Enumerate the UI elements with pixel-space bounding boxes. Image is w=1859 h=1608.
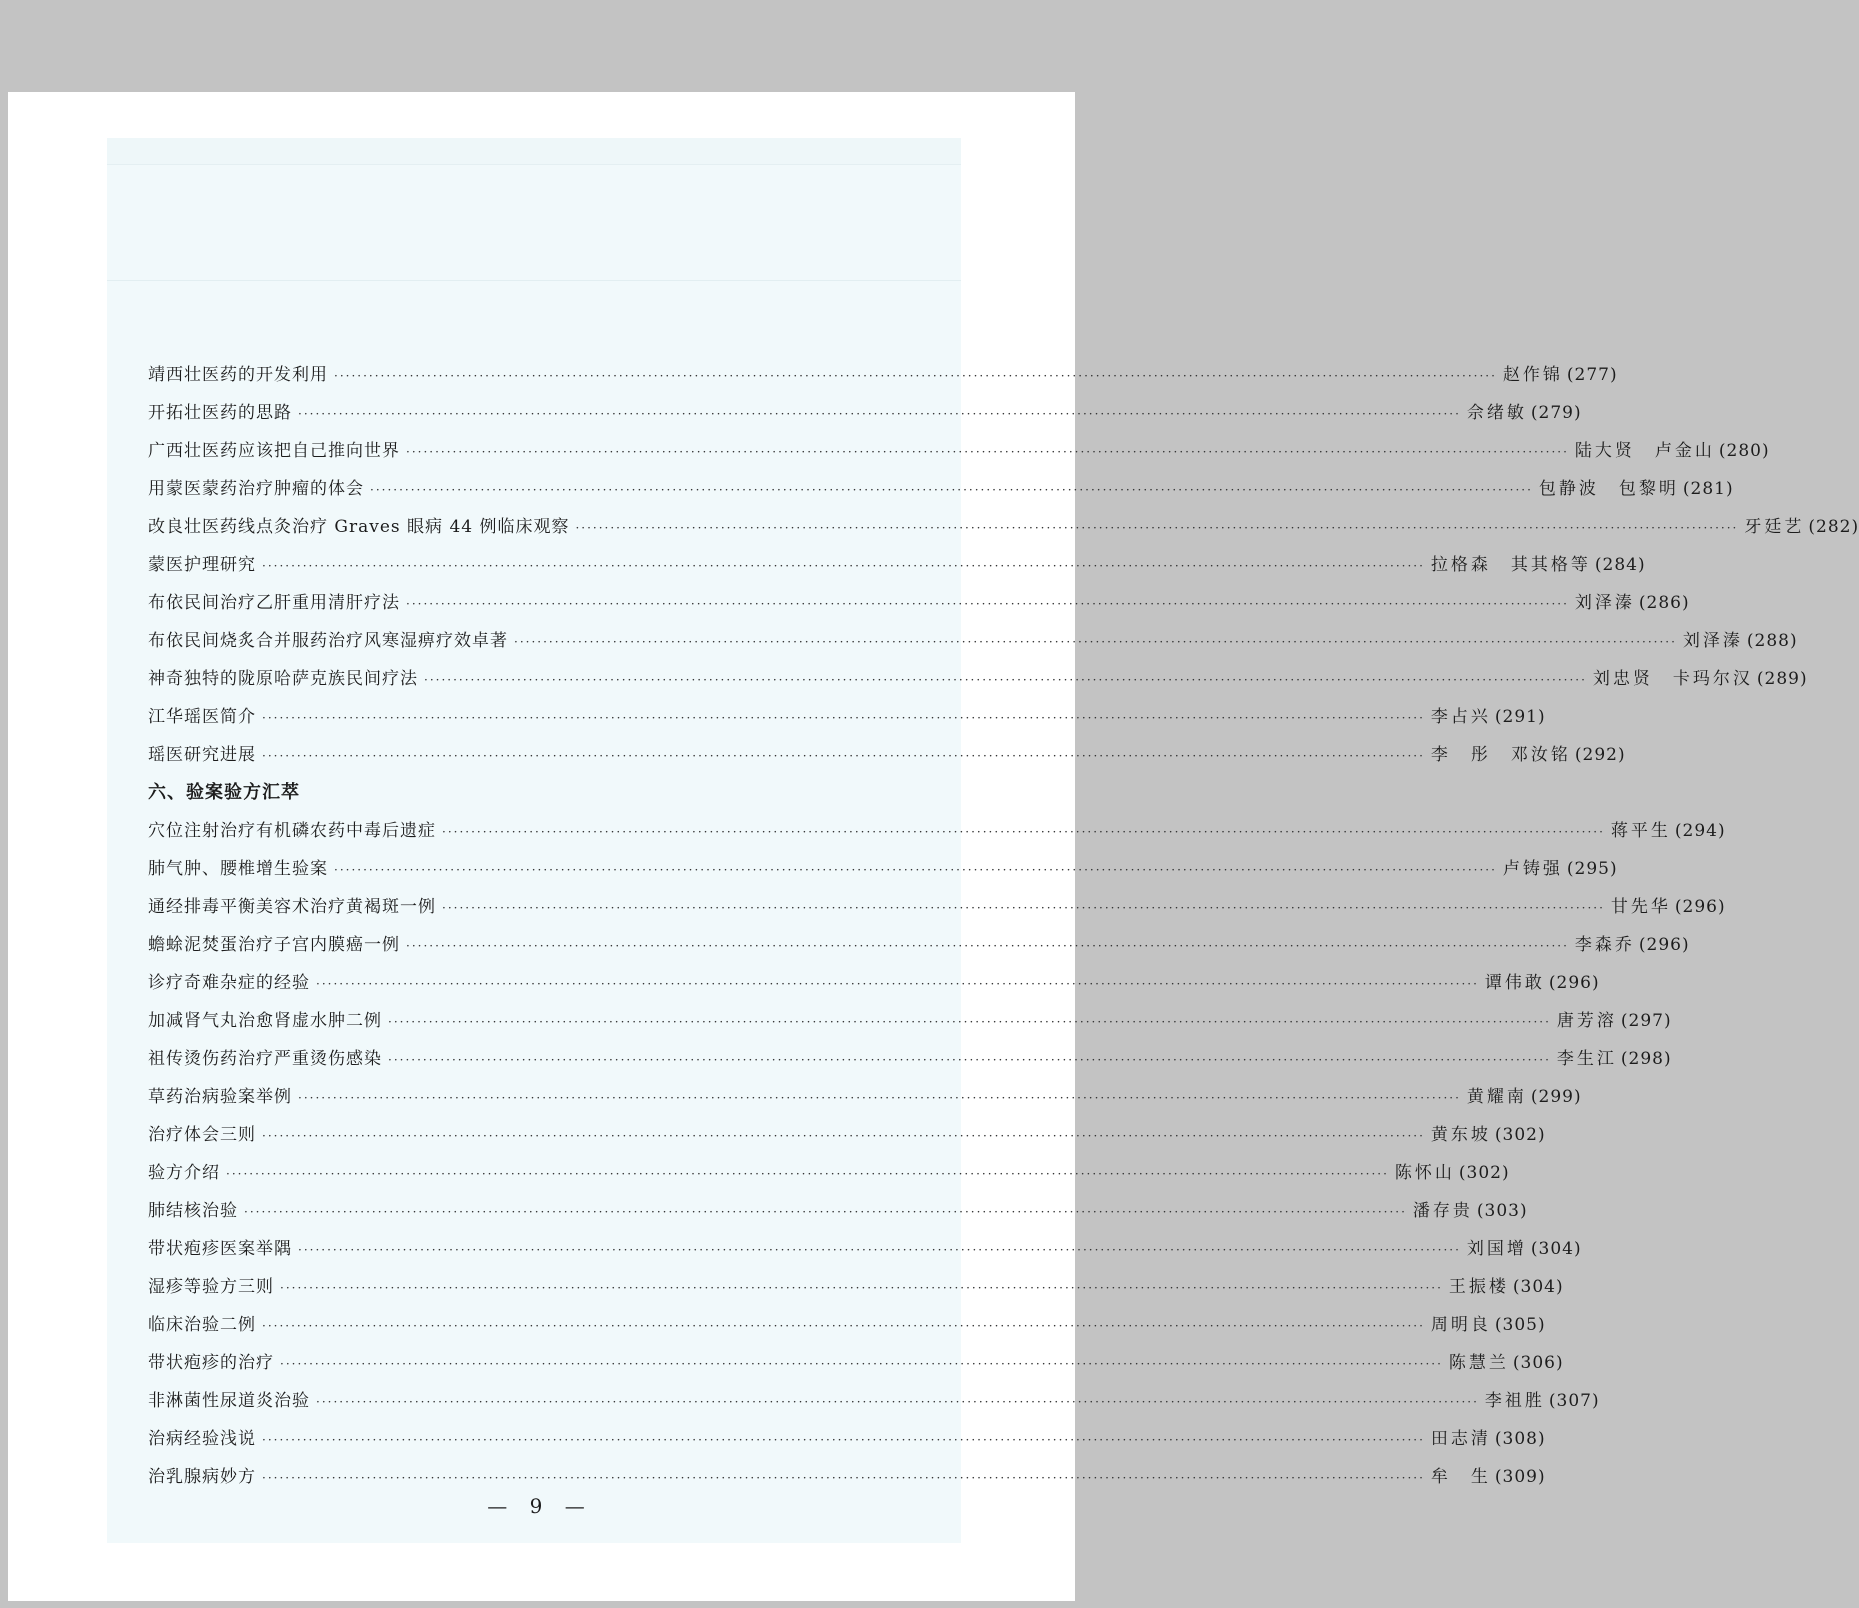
- toc-entry-title: 穴位注射治疗有机磷农药中毒后遗症: [148, 821, 436, 841]
- dot-leader: ········································································································································································································: [406, 939, 1569, 953]
- header-rule: [107, 280, 961, 281]
- toc-entry-author: 潘存贵: [1412, 1201, 1473, 1221]
- header-band: [107, 138, 961, 165]
- toc-entry-page: (302): [1458, 1163, 1510, 1183]
- toc-entry-title: 广西壮医药应该把自己推向世界: [148, 441, 400, 461]
- toc-entry-page: (294): [1674, 821, 1726, 841]
- toc-entry-title: 带状疱疹的治疗: [148, 1353, 274, 1373]
- toc-entry: [148, 964, 1600, 1002]
- dot-leader: ········································································································································································································: [262, 749, 1425, 763]
- toc-entry: [148, 1420, 1546, 1458]
- toc-entry-title: 改良壮医药线点灸治疗 Graves 眼病 44 例临床观察: [148, 517, 570, 537]
- toc-entry-title: 布依民间烧炙合并服药治疗风寒湿痹疗效卓著: [148, 631, 508, 651]
- dot-leader: ········································································································································································································: [280, 1357, 1443, 1371]
- toc-entry-author: 蒋平生: [1610, 821, 1671, 841]
- toc-part2: [148, 812, 1726, 1496]
- toc-entry-author: 刘泽溱: [1574, 593, 1635, 613]
- dot-leader: ········································································································································································································: [442, 825, 1605, 839]
- toc-entry-title: 治疗体会三则: [148, 1125, 256, 1145]
- toc-entry-title: 湿疹等验方三则: [148, 1277, 274, 1297]
- toc-entry-author: 拉格森 其其格等: [1430, 555, 1591, 575]
- toc-entry: [148, 622, 1798, 660]
- toc-entry-title: 验方介绍: [148, 1163, 220, 1183]
- toc-entry-author: 唐芳溶: [1556, 1011, 1617, 1031]
- toc-entry-author: 陈怀山: [1394, 1163, 1455, 1183]
- toc-entry-page: (297): [1620, 1011, 1672, 1031]
- toc-entry-title: 肺结核治验: [148, 1201, 238, 1221]
- toc-entry-title: 蟾蜍泥焚蛋治疗子宫内膜癌一例: [148, 935, 400, 955]
- toc-entry-title: 临床治验二例: [148, 1315, 256, 1335]
- toc-entry-page: (289): [1756, 669, 1808, 689]
- toc-entry-page: (292): [1574, 745, 1626, 765]
- page-number: — 9 —: [487, 1494, 593, 1518]
- toc-entry-author: 王振楼: [1448, 1277, 1509, 1297]
- dot-leader: ········································································································································································································: [262, 1319, 1425, 1333]
- dot-leader: ········································································································································································································: [262, 1433, 1425, 1447]
- toc-entry: [148, 736, 1626, 774]
- toc-entry-page: (306): [1512, 1353, 1564, 1373]
- toc-entry: [148, 888, 1726, 926]
- toc-entry-author: 李生江: [1556, 1049, 1617, 1069]
- dot-leader: ········································································································································································································: [388, 1053, 1551, 1067]
- toc-entry-page: (298): [1620, 1049, 1672, 1069]
- toc-entry: [148, 1040, 1672, 1078]
- toc-entry-page: (282): [1808, 517, 1859, 537]
- toc-entry-author: 牟 生: [1430, 1467, 1491, 1487]
- toc-entry-author: 刘泽溱: [1682, 631, 1743, 651]
- toc-entry-page: (288): [1746, 631, 1798, 651]
- toc-entry: [148, 1154, 1510, 1192]
- dot-leader: ········································································································································································································: [406, 445, 1569, 459]
- toc-entry: [148, 1192, 1528, 1230]
- toc-entry-author: 甘先华: [1610, 897, 1671, 917]
- toc-entry-author: 黄耀南: [1466, 1087, 1527, 1107]
- toc-entry-author: 田志清: [1430, 1429, 1491, 1449]
- toc-entry: [148, 1230, 1582, 1268]
- dot-leader: ········································································································································································································: [262, 1129, 1425, 1143]
- toc-entry-author: 周明良: [1430, 1315, 1491, 1335]
- toc-entry-title: 加减肾气丸治愈肾虚水肿二例: [148, 1011, 382, 1031]
- dot-leader: ········································································································································································································: [226, 1167, 1389, 1181]
- dot-leader: ········································································································································································································: [298, 1091, 1461, 1105]
- toc-entry-page: (291): [1494, 707, 1546, 727]
- toc-entry-page: (296): [1674, 897, 1726, 917]
- toc-entry-title: 神奇独特的陇原哈萨克族民间疗法: [148, 669, 418, 689]
- toc-entry-page: (304): [1512, 1277, 1564, 1297]
- toc-entry-author: 陆大贤 卢金山: [1574, 441, 1715, 461]
- dot-leader: ········································································································································································································: [262, 559, 1425, 573]
- toc-entry: [148, 432, 1770, 470]
- dot-leader: ········································································································································································································: [388, 1015, 1551, 1029]
- dot-leader: ········································································································································································································: [575, 521, 1739, 535]
- dot-leader: ········································································································································································································: [370, 483, 1533, 497]
- toc-entry-page: (309): [1494, 1467, 1546, 1487]
- toc-entry: [148, 356, 1618, 394]
- toc-entry-author: 李祖胜: [1484, 1391, 1545, 1411]
- toc-entry-page: (286): [1638, 593, 1690, 613]
- toc-entry: [148, 1382, 1600, 1420]
- toc-entry-page: (296): [1638, 935, 1690, 955]
- toc-entry: [148, 1078, 1582, 1116]
- toc-entry-title: 肺气肿、腰椎增生验案: [148, 859, 328, 879]
- toc-entry-author: 牙廷艺: [1744, 517, 1805, 537]
- toc-entry-page: (302): [1494, 1125, 1546, 1145]
- toc-entry: [148, 926, 1690, 964]
- toc-entry-page: (284): [1594, 555, 1646, 575]
- toc-entry-author: 陈慧兰: [1448, 1353, 1509, 1373]
- dot-leader: ········································································································································································································: [298, 407, 1461, 421]
- dot-leader: ········································································································································································································: [244, 1205, 1407, 1219]
- dot-leader: ········································································································································································································: [334, 863, 1497, 877]
- toc-entry-title: 带状疱疹医案举隅: [148, 1239, 292, 1259]
- toc-entry-title: 用蒙医蒙药治疗肿瘤的体会: [148, 479, 364, 499]
- dot-leader: ········································································································································································································: [514, 635, 1677, 649]
- dot-leader: ········································································································································································································: [316, 1395, 1479, 1409]
- toc-entry-page: (296): [1548, 973, 1600, 993]
- toc-entry-author: 李 彤 邓汝铭: [1430, 745, 1571, 765]
- toc-part1: [148, 356, 1859, 774]
- toc-entry-author: 佘绪敏: [1466, 403, 1527, 423]
- toc-entry-title: 通经排毒平衡美容术治疗黄褐斑一例: [148, 897, 436, 917]
- toc-entry: [148, 1002, 1672, 1040]
- toc-entry-page: (308): [1494, 1429, 1546, 1449]
- toc-entry-title: 靖西壮医药的开发利用: [148, 365, 328, 385]
- dot-leader: ········································································································································································································: [406, 597, 1569, 611]
- toc-entry-page: (279): [1530, 403, 1582, 423]
- dot-leader: ········································································································································································································: [298, 1243, 1461, 1257]
- dot-leader: ········································································································································································································: [424, 673, 1587, 687]
- toc-entry: [148, 584, 1690, 622]
- toc-entry: [148, 546, 1646, 584]
- toc-entry-title: 布依民间治疗乙肝重用清肝疗法: [148, 593, 400, 613]
- toc-entry-author: 黄东坡: [1430, 1125, 1491, 1145]
- toc-entry-title: 非淋菌性尿道炎治验: [148, 1391, 310, 1411]
- toc-entry-title: 诊疗奇难杂症的经验: [148, 973, 310, 993]
- toc-entry-page: (299): [1530, 1087, 1582, 1107]
- toc-entry-page: (305): [1494, 1315, 1546, 1335]
- toc-entry-page: (280): [1718, 441, 1770, 461]
- table-of-contents: [148, 356, 1859, 1496]
- toc-entry-page: (304): [1530, 1239, 1582, 1259]
- toc-entry-title: 治乳腺病妙方: [148, 1467, 256, 1487]
- toc-entry-title: 江华瑶医简介: [148, 707, 256, 727]
- toc-entry: [148, 812, 1726, 850]
- toc-entry-author: 赵作锦: [1502, 365, 1563, 385]
- toc-entry-author: 李森乔: [1574, 935, 1635, 955]
- dot-leader: ········································································································································································································: [262, 711, 1425, 725]
- toc-entry-title: 瑶医研究进展: [148, 745, 256, 765]
- dot-leader: ········································································································································································································: [334, 369, 1497, 383]
- dot-leader: ········································································································································································································: [316, 977, 1479, 991]
- toc-entry-author: 刘忠贤 卡玛尔汉: [1592, 669, 1753, 689]
- toc-entry: [148, 1268, 1564, 1306]
- toc-entry: [148, 394, 1582, 432]
- toc-entry-author: 李占兴: [1430, 707, 1491, 727]
- toc-entry: [148, 850, 1618, 888]
- toc-entry-page: (303): [1476, 1201, 1528, 1221]
- toc-entry-page: (307): [1548, 1391, 1600, 1411]
- toc-entry-author: 卢铸强: [1502, 859, 1563, 879]
- toc-entry-title: 蒙医护理研究: [148, 555, 256, 575]
- toc-entry: [148, 508, 1859, 546]
- toc-entry-author: 刘国增: [1466, 1239, 1527, 1259]
- dot-leader: ········································································································································································································: [280, 1281, 1443, 1295]
- dot-leader: ········································································································································································································: [262, 1471, 1425, 1485]
- dot-leader: ········································································································································································································: [442, 901, 1605, 915]
- toc-entry: [148, 1306, 1546, 1344]
- toc-entry-author: 包静波 包黎明: [1538, 479, 1679, 499]
- toc-entry: [148, 470, 1734, 508]
- toc-entry-author: 谭伟敢: [1484, 973, 1545, 993]
- toc-entry-title: 开拓壮医药的思路: [148, 403, 292, 423]
- toc-entry: [148, 1116, 1546, 1154]
- toc-entry-page: (295): [1566, 859, 1618, 879]
- toc-entry: [148, 1458, 1546, 1496]
- toc-entry-title: 草药治病验案举例: [148, 1087, 292, 1107]
- section-heading: 六、验案验方汇萃: [148, 782, 300, 803]
- toc-entry-title: 治病经验浅说: [148, 1429, 256, 1449]
- toc-entry-page: (281): [1682, 479, 1734, 499]
- toc-entry: [148, 698, 1546, 736]
- toc-entry-page: (277): [1566, 365, 1618, 385]
- toc-entry: [148, 1344, 1564, 1382]
- toc-entry-title: 祖传烫伤药治疗严重烫伤感染: [148, 1049, 382, 1069]
- toc-entry: [148, 660, 1808, 698]
